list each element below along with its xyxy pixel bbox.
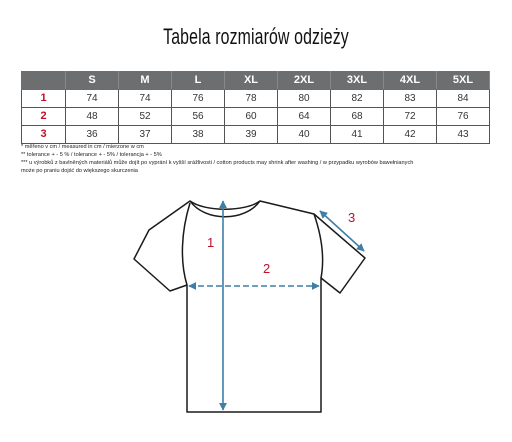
table-cell: 52	[119, 108, 172, 126]
note-line: * měřeno v cm / measured in cm / mierzone w cm	[21, 144, 144, 150]
table-cell: 76	[172, 90, 225, 108]
sleeve-label: 3	[348, 210, 356, 225]
table-cell: 37	[119, 126, 172, 144]
table-cell: 83	[384, 90, 437, 108]
header-size-2xl: 2XL	[278, 72, 331, 90]
table-cell: 84	[437, 90, 490, 108]
note-line: może po praniu dojść do większego skurczenia	[21, 168, 138, 174]
header-size-3xl: 3XL	[331, 72, 384, 90]
width-label: 2	[263, 261, 271, 276]
table-cell: 64	[278, 108, 331, 126]
table-cell: 74	[66, 90, 119, 108]
header-size-m: M	[119, 72, 172, 90]
table-cell: 41	[331, 126, 384, 144]
table-cell: 60	[225, 108, 278, 126]
header-size-l: L	[172, 72, 225, 90]
tshirt-outline	[134, 201, 365, 412]
header-size-xl: XL	[225, 72, 278, 90]
table-cell: 68	[331, 108, 384, 126]
table-cell: 36	[66, 126, 119, 144]
table-cell: 48	[66, 108, 119, 126]
table-cell: 38	[172, 126, 225, 144]
table-cell: 39	[225, 126, 278, 144]
table-cell: 76	[437, 108, 490, 126]
table-cell: 72	[384, 108, 437, 126]
table-cell: 74	[119, 90, 172, 108]
row-label: 3	[22, 126, 66, 144]
row-label: 2	[22, 108, 66, 126]
note-line: ** tolerance + - 5 % / tolerance + - 5% / tolerancja + - 5%	[21, 152, 162, 158]
header-size-s: S	[66, 72, 119, 90]
row-label: 1	[22, 90, 66, 108]
page-title: Tabela rozmiarów odzieży	[163, 24, 349, 49]
note-line: *** u výrobků z bavlněných materiálů může dojít po vyprání k vyšší srážlivosti / cotton products may shrink after washing / w przypadku wyrobów bawełnianych	[21, 160, 414, 166]
table-cell: 42	[384, 126, 437, 144]
length-label: 1	[207, 235, 215, 250]
header-size-5xl: 5XL	[437, 72, 490, 90]
table-cell: 80	[278, 90, 331, 108]
table-cell: 82	[331, 90, 384, 108]
header-size-4xl: 4XL	[384, 72, 437, 90]
table-cell: 78	[225, 90, 278, 108]
table-cell: 56	[172, 108, 225, 126]
table-cell: 43	[437, 126, 490, 144]
table-cell: 40	[278, 126, 331, 144]
